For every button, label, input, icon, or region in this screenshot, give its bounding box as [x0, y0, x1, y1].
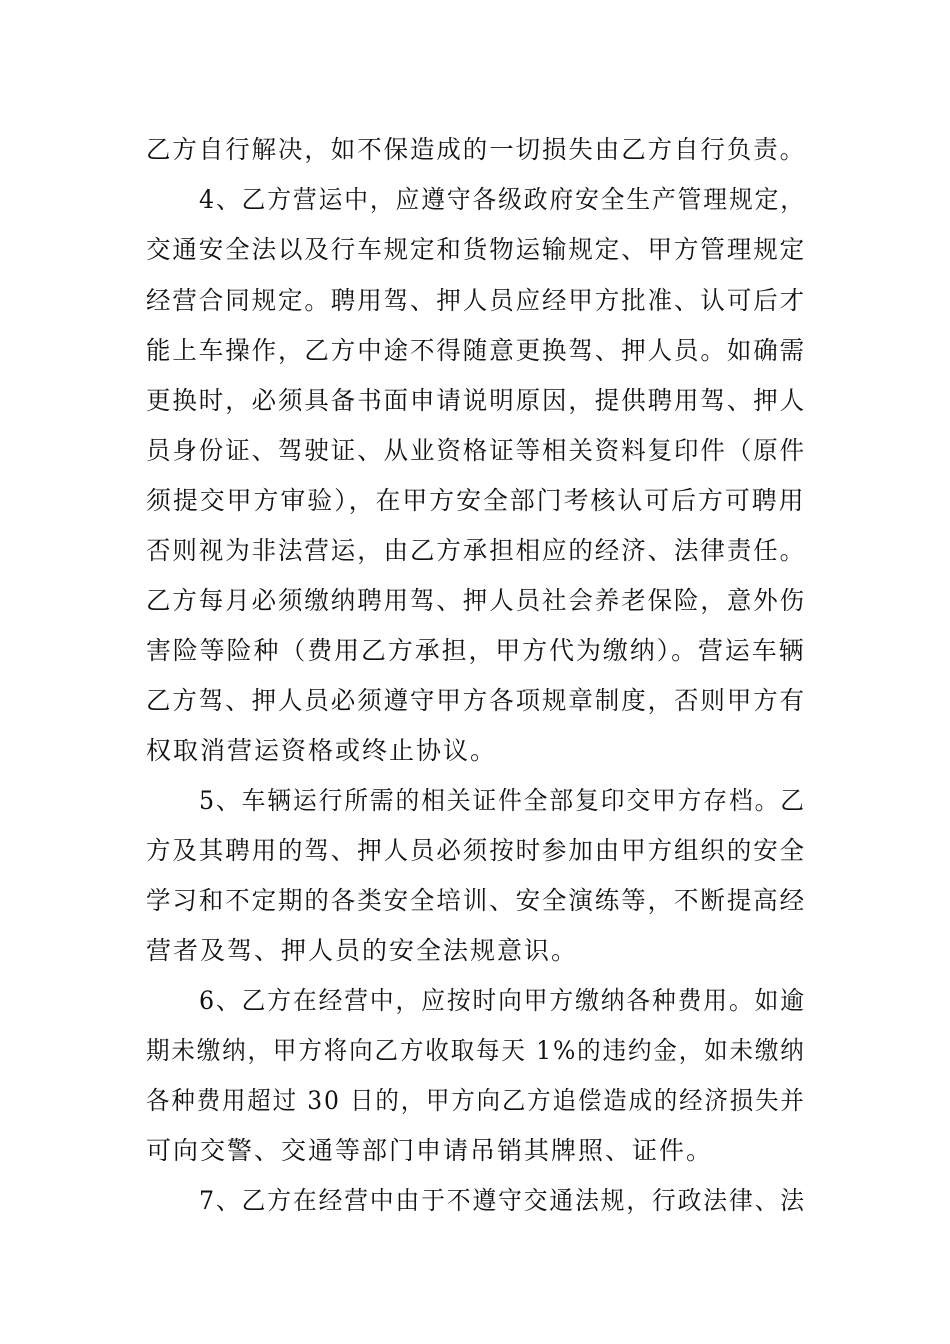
line-text: 营者及驾、押人员的安全法规意识。 [146, 936, 579, 965]
line-text: 乙方驾、押人员必须遵守甲方各项规章制度，否则甲方有 [146, 686, 807, 715]
line-text: 期未缴纳，甲方将向乙方收取每天 1%的违约金，如未缴纳 [146, 1036, 806, 1065]
text-line [0, 881, 950, 921]
line-text: 方及其聘用的驾、押人员必须按时参加由甲方组织的安全 [146, 836, 807, 865]
text-line [0, 381, 950, 421]
text-line [0, 481, 950, 521]
line-text: 乙方每月必须缴纳聘用驾、押人员社会养老保险，意外伤 [146, 586, 807, 615]
line-text: 7、乙方在经营中由于不遵守交通法规，行政法律、法 [199, 1186, 806, 1215]
line-text: 须提交甲方审验），在甲方安全部门考核认可后方可聘用 [146, 486, 806, 515]
line-text: 害险等险种（费用乙方承担，甲方代为缴纳）。营运车辆 [146, 636, 806, 665]
text-line [0, 180, 950, 220]
line-text: 各种费用超过 30 日的，甲方向乙方追偿造成的经济损失并 [146, 1086, 806, 1115]
text-line [0, 981, 950, 1021]
text-line [0, 1031, 950, 1071]
text-line [0, 331, 950, 371]
text-line [0, 1131, 950, 1171]
text-line [0, 431, 950, 471]
line-text: 5、车辆运行所需的相关证件全部复印交甲方存档。乙 [199, 786, 806, 815]
text-line [0, 581, 950, 621]
line-text: 权取消营运资格或终止协议。 [146, 736, 498, 765]
line-text: 更换时，必须具备书面申请说明原因，提供聘用驾、押人 [146, 386, 807, 415]
text-line [0, 681, 950, 721]
line-text: 能上车操作，乙方中途不得随意更换驾、押人员。如确需 [146, 336, 807, 365]
line-text: 经营合同规定。聘用驾、押人员应经甲方批准、认可后才 [146, 286, 807, 315]
text-line [0, 781, 950, 821]
text-line [0, 931, 950, 971]
line-text: 6、乙方在经营中，应按时向甲方缴纳各种费用。如逾 [199, 986, 806, 1015]
line-text: 乙方自行解决，如不保造成的一切损失由乙方自行负责。 [146, 135, 807, 164]
line-text: 可向交警、交通等部门申请吊销其牌照、证件。 [146, 1136, 714, 1165]
line-text: 4、乙方营运中，应遵守各级政府安全生产管理规定， [199, 185, 806, 214]
text-line [0, 1081, 950, 1121]
text-line [0, 1181, 950, 1221]
text-line [0, 130, 950, 170]
line-text: 交通安全法以及行车规定和货物运输规定、甲方管理规定 [146, 235, 807, 264]
text-line [0, 531, 950, 571]
line-text: 学习和不定期的各类安全培训、安全演练等，不断提高经 [146, 886, 807, 915]
text-line [0, 731, 950, 771]
text-line [0, 631, 950, 671]
text-line [0, 831, 950, 871]
line-text: 否则视为非法营运，由乙方承担相应的经济、法律责任。 [146, 536, 807, 565]
text-line [0, 281, 950, 321]
line-text: 员身份证、驾驶证、从业资格证等相关资料复印件（原件 [146, 436, 807, 465]
text-line [0, 230, 950, 270]
